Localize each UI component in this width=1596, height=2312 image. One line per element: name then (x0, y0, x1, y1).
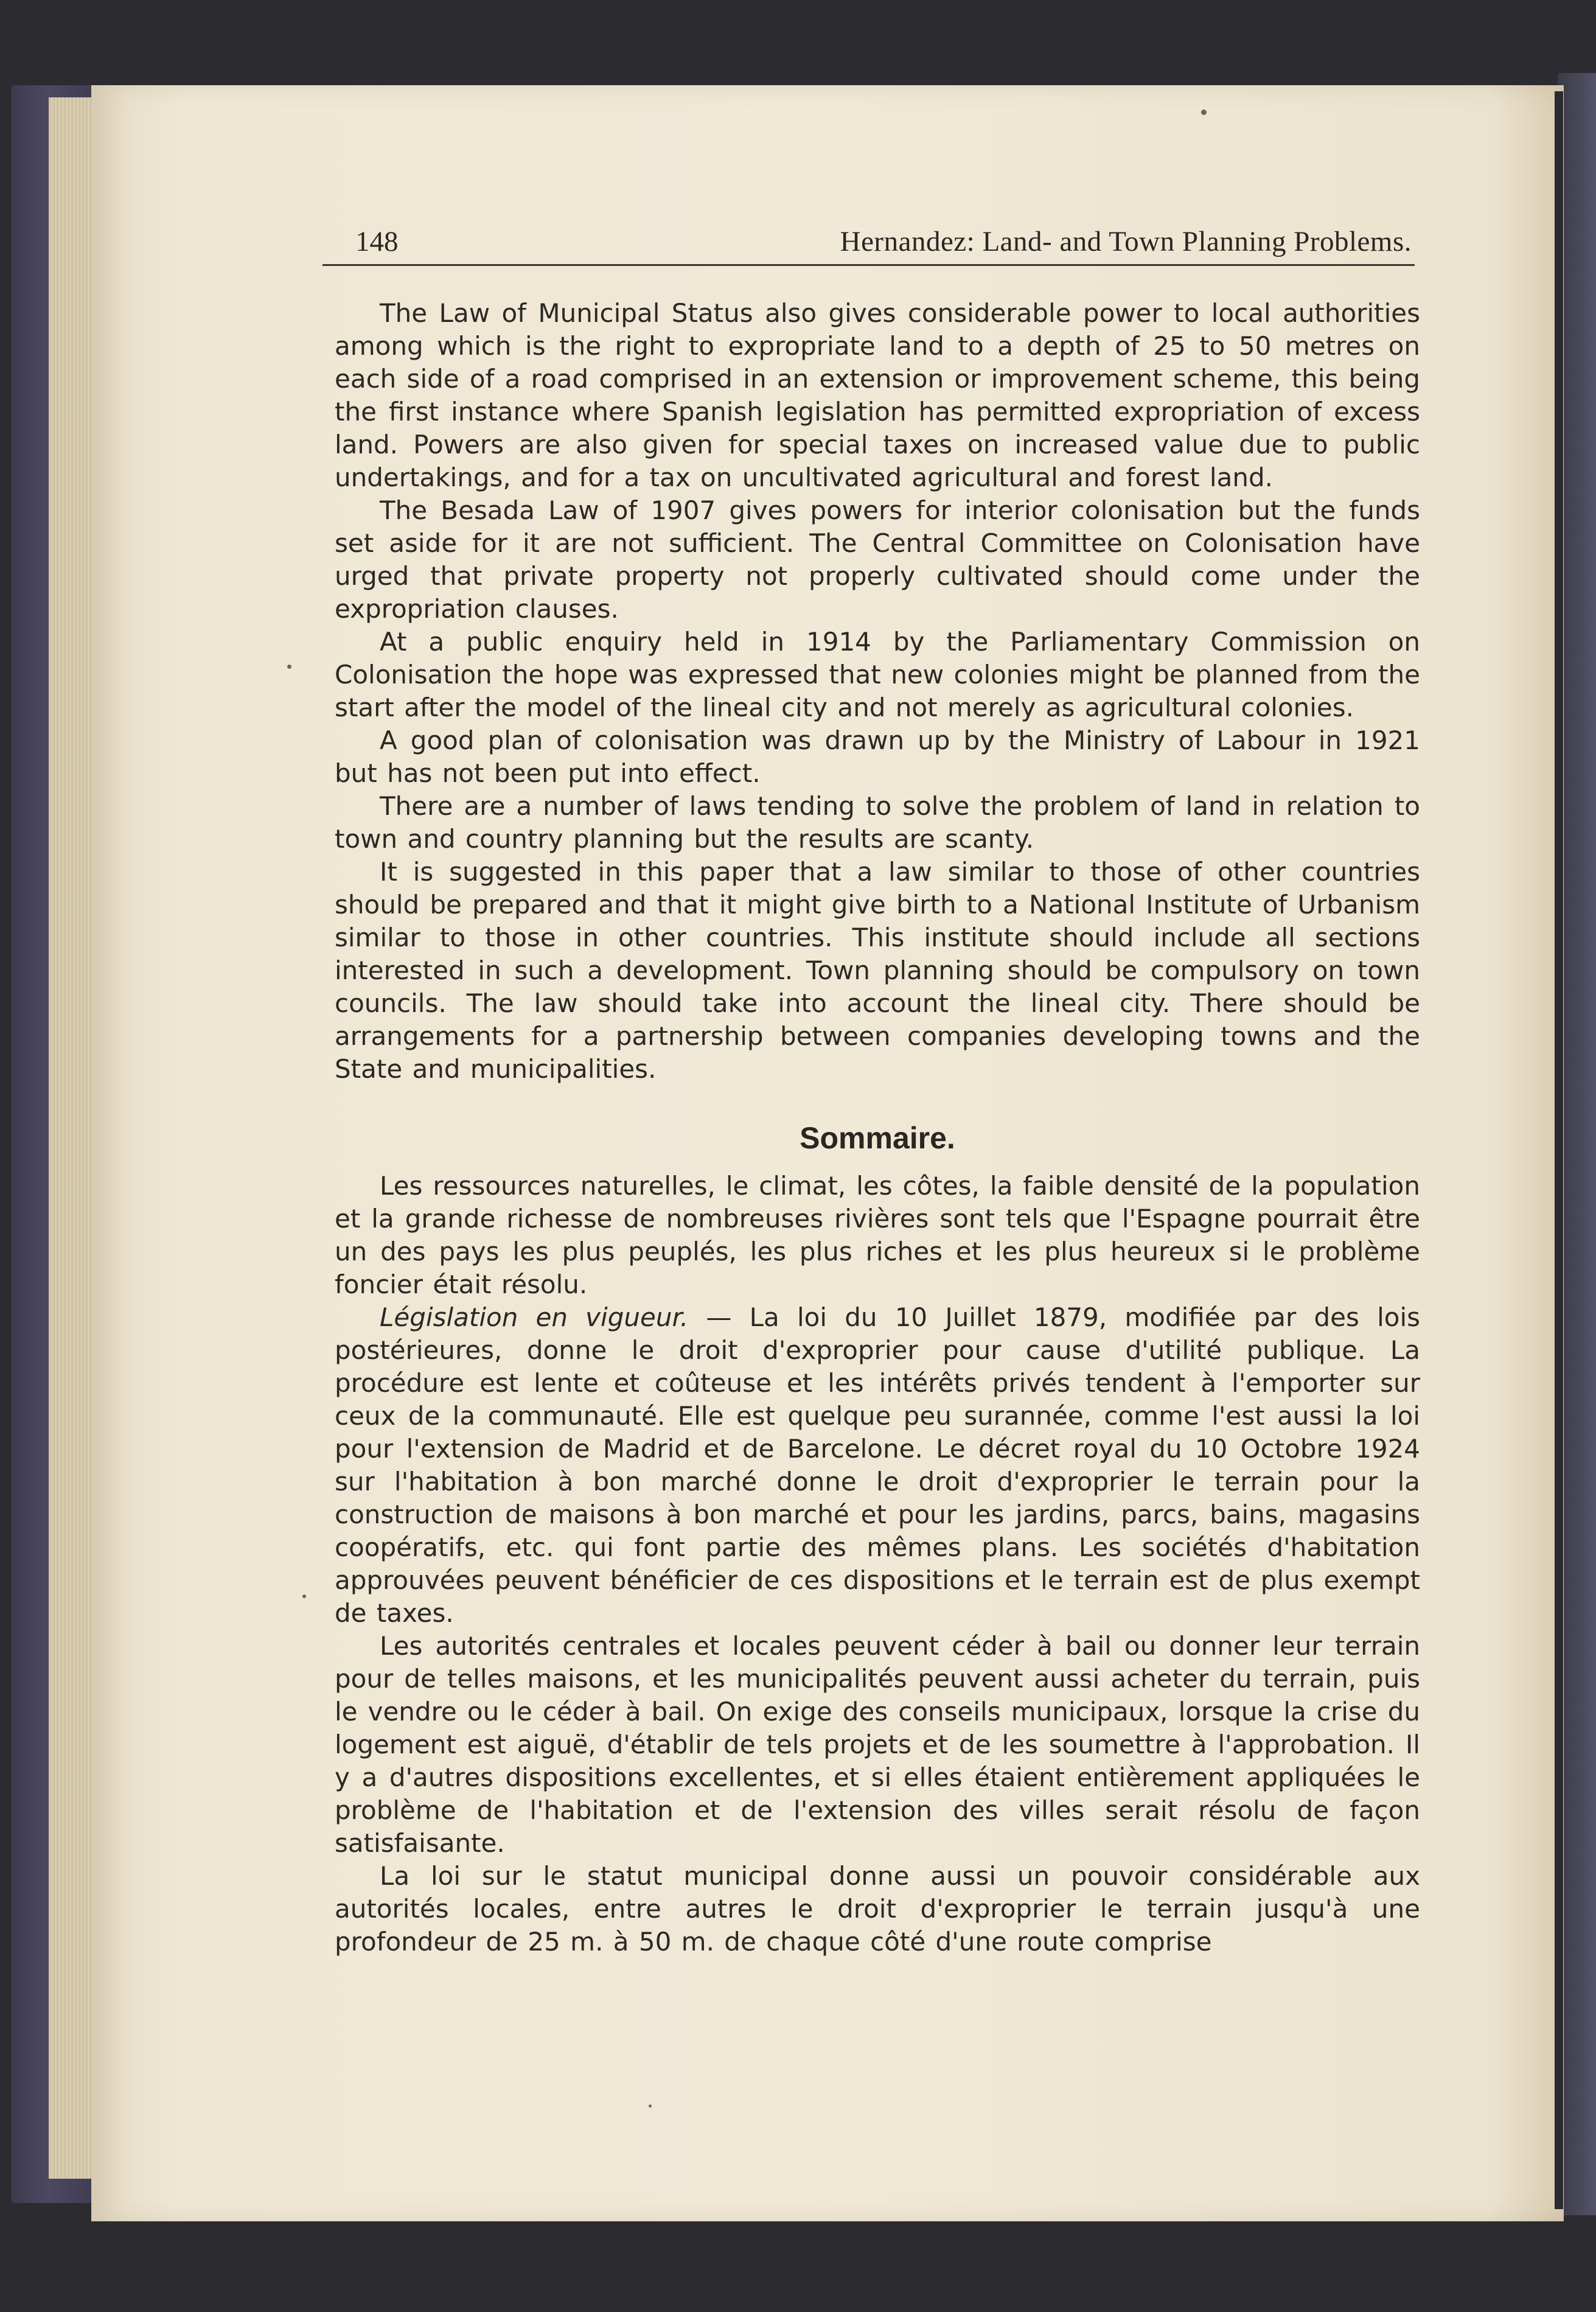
paragraph-laws-scanty: There are a number of laws tending to solve the problem of land in relation to town and country planning but the results are scanty. (335, 791, 1420, 854)
paragraph-french-statut: La loi sur le statut municipal donne aussi un pouvoir considérable aux autorités locales, entre autres le droit d'exproprier le terrain jusqu'à une profondeur de 25 m. à 50 m. de chaque côté d'une route comprise (335, 1861, 1420, 1957)
section-title: Sommaire. (800, 1121, 955, 1155)
paragraph-municipal-status: The Law of Municipal Status also gives considerable power to local authorities among which is the right to expropriate land to a depth of 25 to 50 metres on each side of a road comprised in an extension or improvement scheme, this being the first instance where Spanish legislation has permitted expropriation of excess land. Powers are also given for special taxes on increased value due to public undertakings, and for a tax on uncultivated agricultural and forest land. (335, 298, 1420, 492)
paragraph-french-intro: Les ressources naturelles, le climat, les côtes, la faible densité de la population et la grande richesse de nombreuses rivières sont tels que l'Espagne pourrait être un des pays les plus peuplés, les plus riches et les plus heureux si le problème foncier était résolu. (335, 1171, 1420, 1299)
paper-speck (302, 1594, 306, 1598)
body-text (335, 297, 1420, 1958)
paragraph-suggestion: It is suggested in this paper that a law similar to those of other countries should be prepared and that it might give birth to a National Institute of Urbanism similar to those in other countries. This institute should include all sections interested in such a development. Town planning should be compulsory on town councils. The law should take into account the lineal city. There should be arrangements for a partnership between companies developing towns and the State and municipalities. (335, 857, 1420, 1084)
paragraph-french-legislation (335, 1301, 1420, 1630)
page-gutter (1555, 91, 1563, 2209)
paragraph-besada-law: The Besada Law of 1907 gives powers for interior colonisation but the funds set aside for it are not sufficient. The Central Committee on Colonisation have urged that private property not properly cultivated should come under the expropriation clauses. (335, 495, 1420, 624)
legislation-text: — La loi du 10 Juillet 1879, modifiée par des lois postérieures, donne le droit d'exproprier pour cause d'utilité publique. La procédure est lente et coûteuse et les intérêts privés tendent à l'emporter sur ceux de la communauté. Elle est quelque peu surannée, comme l'est aussi la loi pour l'extension de Madrid et de Barcelone. Le décret royal du 10 Octobre 1924 sur l'habitation à bon marché donne le droit d'exproprier le terrain pour la construction de maisons à bon marché et pour les jardins, parcs, bains, magasins coopératifs, etc. qui font partie des mêmes plans. Les sociétés d'habitation approuvées peuvent bénéficier de ces dispositions et le terrain est de plus exempt de taxes. (335, 1302, 1421, 1628)
page-number: 148 (355, 226, 399, 257)
running-head: Hernandez: Land- and Town Planning Problems. (840, 226, 1412, 257)
legislation-lead: Législation en vigueur. (380, 1302, 689, 1332)
paper-speck (287, 665, 291, 669)
paragraph-ministry-labour: A good plan of colonisation was drawn up by the Ministry of Labour in 1921 but has not been put into effect. (335, 725, 1420, 788)
page-header (322, 220, 1412, 263)
paragraph-public-enquiry: At a public enquiry held in 1914 by the Parliamentary Commission on Colonisation the hope was expressed that new colonies might be planned from the start after the model of the lineal city and not merely as agricultural colonies. (335, 627, 1420, 722)
header-rule (322, 264, 1415, 266)
paper-speck (649, 2104, 652, 2108)
paper-speck (1201, 110, 1207, 115)
paragraph-french-authorities: Les autorités centrales et locales peuvent céder à bail ou donner leur terrain pour de telles maisons, et les municipalités peuvent aussi acheter du terrain, puis le vendre ou le céder à bail. On exige des conseils municipaux, lorsque la crise du logement est aiguë, d'établir de tels projets et de les soumettre à l'approbation. Il y a d'autres dispositions excellentes, et si elles étaient entièrement appliquées le problème de l'habitation et de l'extension des villes serait résolu de façon satisfaisante. (335, 1631, 1420, 1858)
